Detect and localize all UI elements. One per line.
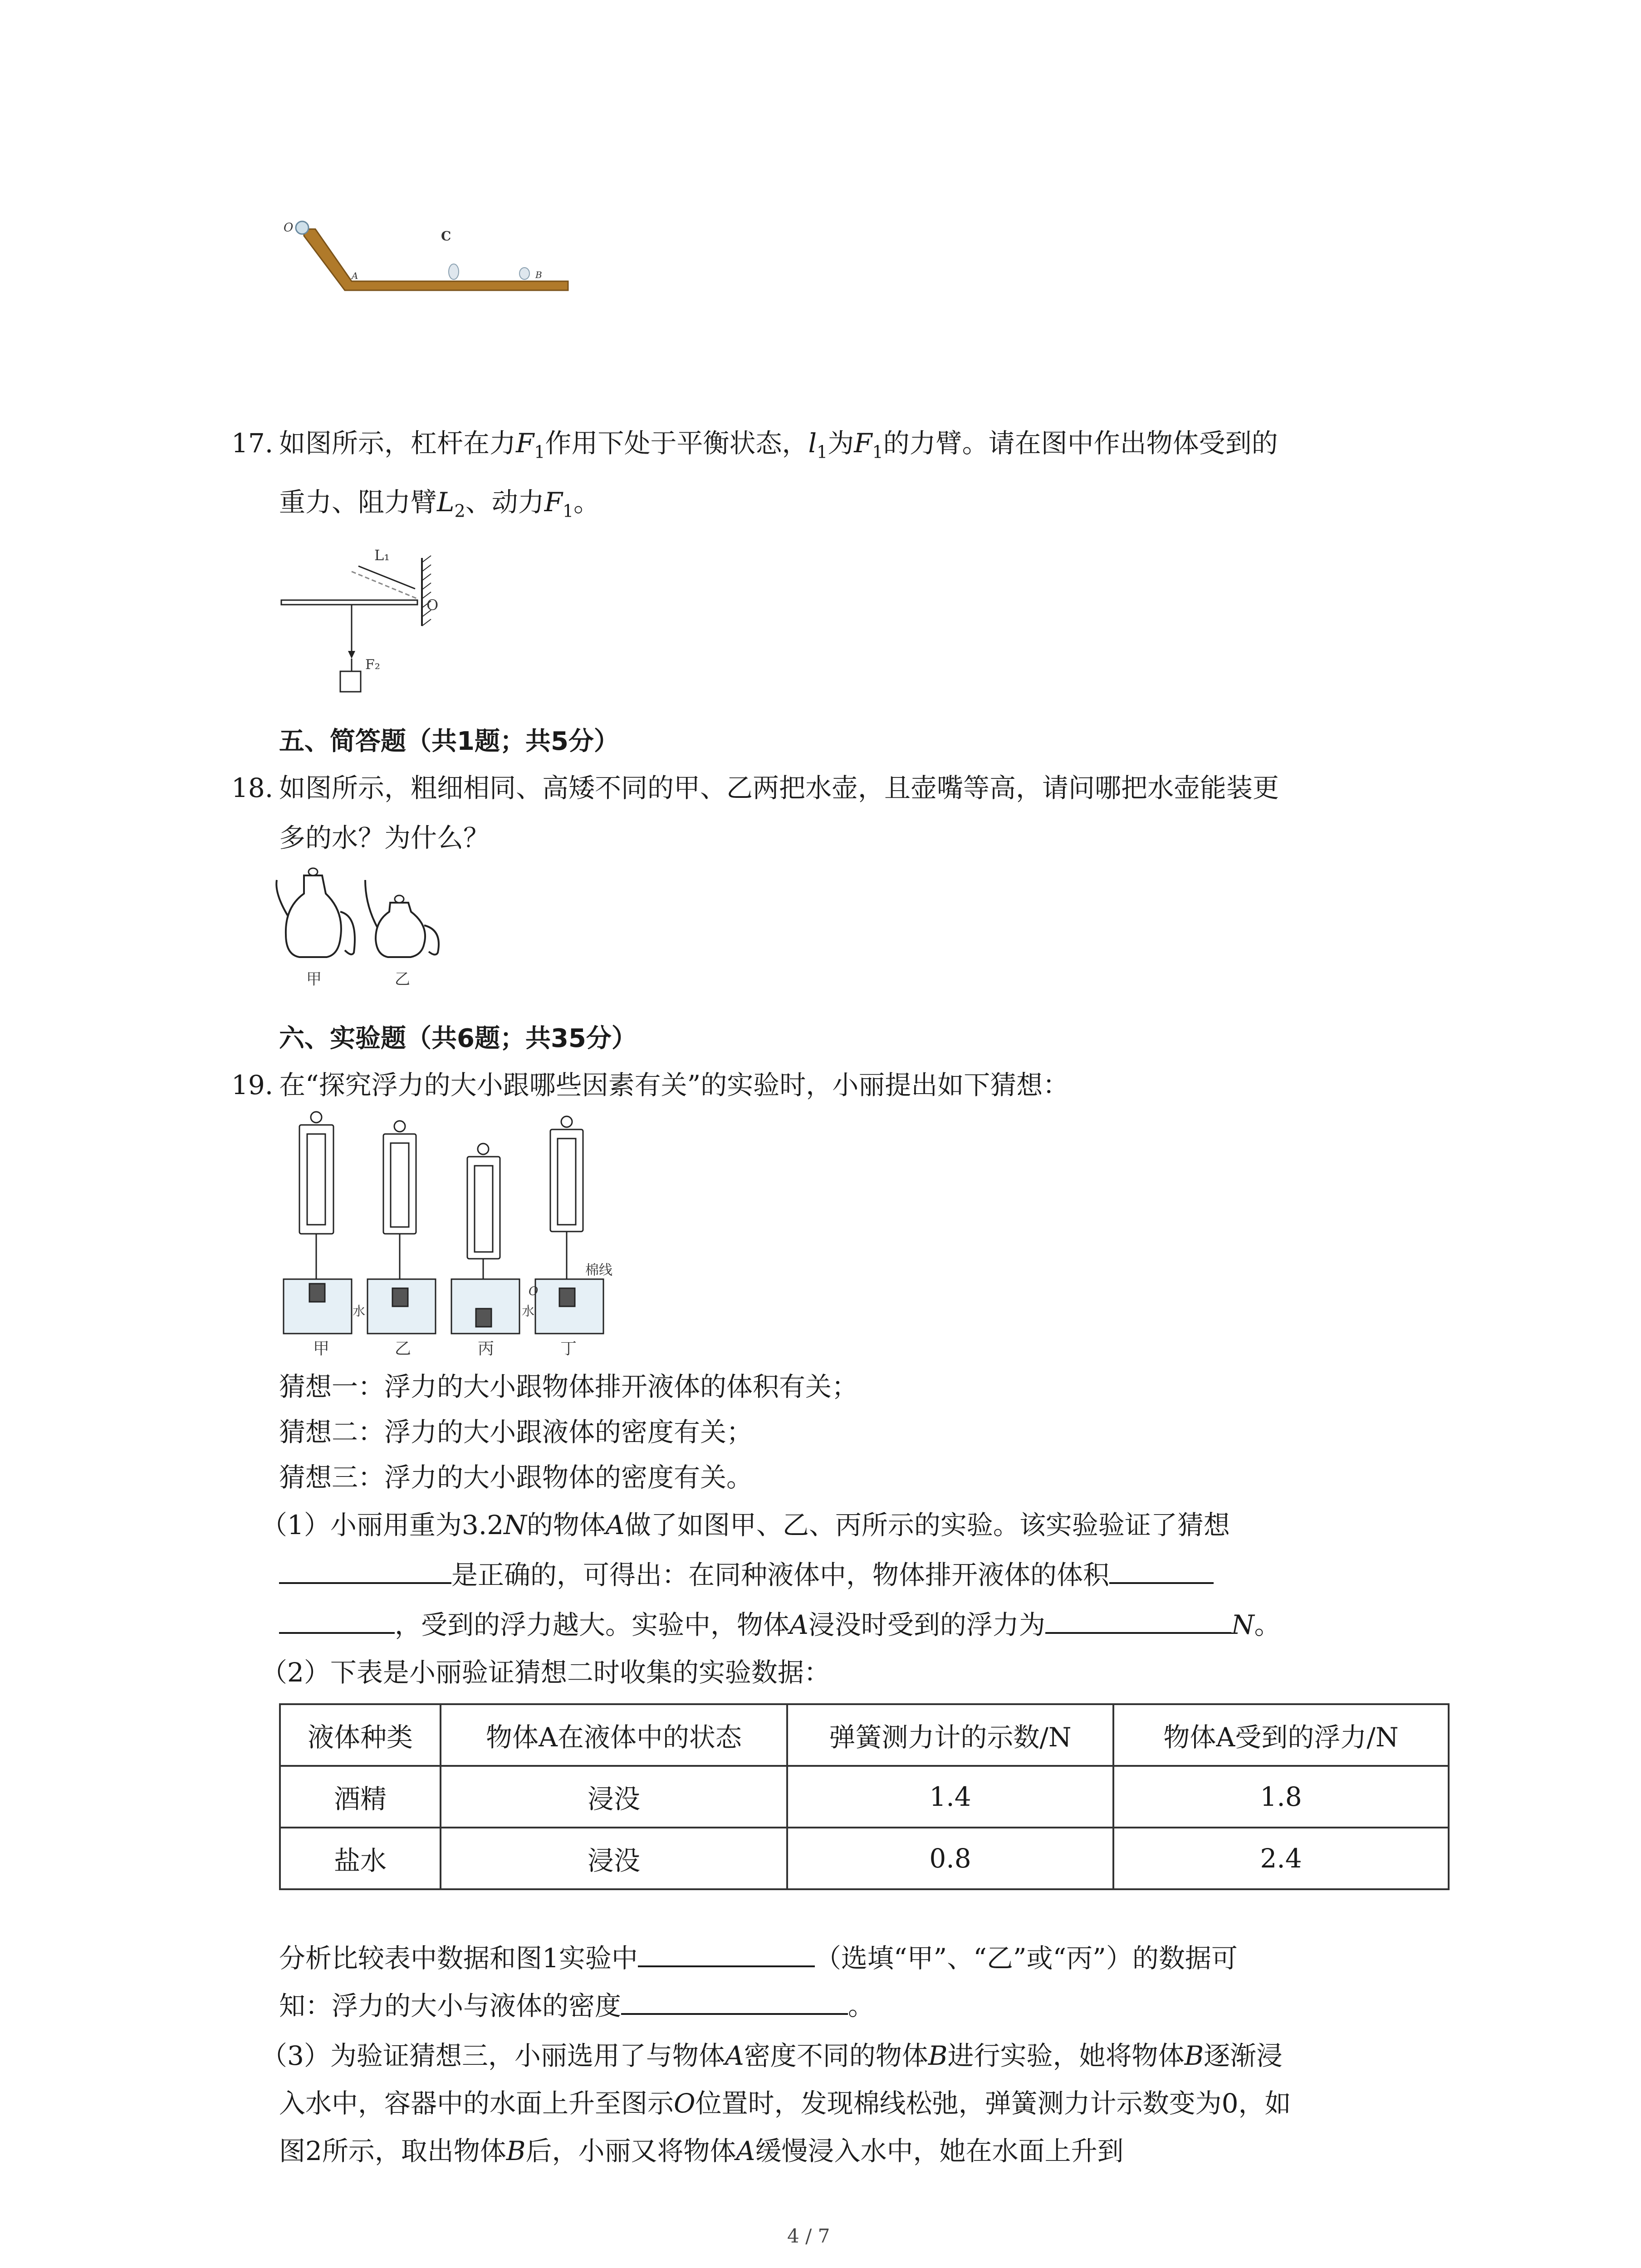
label-jia: 甲 bbox=[313, 1339, 330, 1358]
label-yi: 乙 bbox=[395, 1339, 411, 1358]
table-header: 液体种类 bbox=[280, 1704, 441, 1766]
q17-line2: 重力、阻力臂$L_2$、动力$F_1$。 bbox=[279, 487, 600, 521]
table-header: 弹簧测力计的示数/N bbox=[787, 1704, 1113, 1766]
answer-blank[interactable] bbox=[279, 1610, 395, 1634]
part-1-line3: ，受到的浮力越大。实验中，物体A浸没时受到的浮力为 N。 bbox=[279, 1608, 1281, 1642]
page-number: 4 / 7 bbox=[787, 2225, 830, 2247]
part-1-line2: 是正确的，可得出：在同种液体中，物体排开液体的体积 bbox=[279, 1558, 1214, 1592]
answer-blank[interactable] bbox=[621, 1991, 848, 2015]
label-pivot-o: O bbox=[426, 596, 439, 614]
table-cell: 1.4 bbox=[787, 1766, 1113, 1828]
part-3-line1: （3）为验证猜想三，小丽选用了与物体A密度不同的物体B进行实验，她将物体B逐渐浸 bbox=[261, 2040, 1283, 2071]
analysis-line1: 分析比较表中数据和图1实验中 （选填“甲”、“乙”或“丙”）的数据可 bbox=[279, 1943, 1238, 1974]
table-cell: 2.4 bbox=[1113, 1828, 1449, 1889]
label-water-2: 水 bbox=[522, 1304, 535, 1319]
q17-number: 17. bbox=[231, 428, 274, 459]
section-5-heading: 五、简答题（共1题；共5分） bbox=[279, 727, 619, 756]
label-f2: F₂ bbox=[365, 657, 380, 673]
answer-blank[interactable] bbox=[638, 1944, 815, 1967]
table-header: 物体A受到的浮力/N bbox=[1113, 1704, 1449, 1766]
table-cell: 1.8 bbox=[1113, 1766, 1449, 1828]
part-1-line1: （1）小丽用重为3.2N的物体A做了如图甲、乙、丙所示的实验。该实验验证了猜想 bbox=[261, 1510, 1230, 1540]
table-row bbox=[280, 1766, 1449, 1828]
guess-1: 猜想一：浮力的大小跟物体排开液体的体积有关； bbox=[279, 1371, 858, 1402]
table-cell: 盐水 bbox=[280, 1828, 441, 1889]
table-header: 物体A在液体中的状态 bbox=[441, 1704, 787, 1766]
table-cell: 酒精 bbox=[280, 1766, 441, 1828]
q18-line2: 多的水？为什么？ bbox=[279, 822, 490, 853]
label-ding: 丁 bbox=[560, 1339, 577, 1358]
label-a: A bbox=[352, 270, 358, 281]
label-water: 水 bbox=[353, 1304, 366, 1319]
q18-number: 18. bbox=[231, 772, 274, 803]
label-c: C bbox=[441, 229, 451, 244]
q19-number: 19. bbox=[231, 1070, 274, 1100]
label-o-level: O bbox=[529, 1285, 539, 1298]
data-table bbox=[279, 1703, 1450, 1890]
part-3-line2: 入水中，容器中的水面上升至图示O位置时，发现棉线松弛，弹簧测力计示数变为0，如 bbox=[279, 2088, 1291, 2119]
lever-figure bbox=[277, 535, 467, 703]
table-cell: 浸没 bbox=[441, 1828, 787, 1889]
label-kettle-jia: 甲 bbox=[306, 970, 322, 988]
answer-blank[interactable] bbox=[1045, 1610, 1231, 1634]
q18-line1: 如图所示，粗细相同、高矮不同的甲、乙两把水壶，且壶嘴等高，请问哪把水壶能装更 bbox=[279, 772, 1279, 803]
answer-blank[interactable] bbox=[1109, 1560, 1214, 1584]
guess-2: 猜想二：浮力的大小跟液体的密度有关； bbox=[279, 1417, 753, 1447]
incline-track-figure bbox=[272, 213, 590, 304]
label-b: B bbox=[535, 269, 542, 280]
answer-blank[interactable] bbox=[279, 1560, 451, 1584]
analysis-line2: 知：浮力的大小与液体的密度 。 bbox=[279, 1990, 875, 2021]
table-header-row bbox=[280, 1704, 1449, 1766]
q17-line1: 如图所示，杠杆在力$F_1$作用下处于平衡状态，$l_1$为$F_1$的力臂。请在图中作出物体受到的 bbox=[279, 428, 1278, 462]
q19-intro: 在“探究浮力的大小跟哪些因素有关”的实验时，小丽提出如下猜想： bbox=[279, 1070, 1069, 1100]
table-cell: 浸没 bbox=[441, 1766, 787, 1828]
label-bing: 丙 bbox=[478, 1339, 495, 1358]
label-kettle-yi: 乙 bbox=[395, 970, 410, 988]
section-6-heading: 六、实验题（共6题；共35分） bbox=[279, 1024, 637, 1053]
kettles-figure bbox=[272, 862, 463, 998]
label-o: O bbox=[284, 221, 294, 235]
part-3-line3: 图2所示，取出物体B后，小丽又将物体A缓慢浸入水中，她在水面上升到 bbox=[279, 2136, 1124, 2166]
label-mianxian: 棉线 bbox=[585, 1262, 612, 1278]
guess-3: 猜想三：浮力的大小跟物体的密度有关。 bbox=[279, 1462, 753, 1493]
table-row bbox=[280, 1828, 1449, 1889]
spring-scales-figure bbox=[274, 1109, 651, 1372]
label-l1: L₁ bbox=[374, 547, 390, 564]
table-cell: 0.8 bbox=[787, 1828, 1113, 1889]
part-2-intro: （2）下表是小丽验证猜想二时收集的实验数据： bbox=[261, 1657, 830, 1688]
